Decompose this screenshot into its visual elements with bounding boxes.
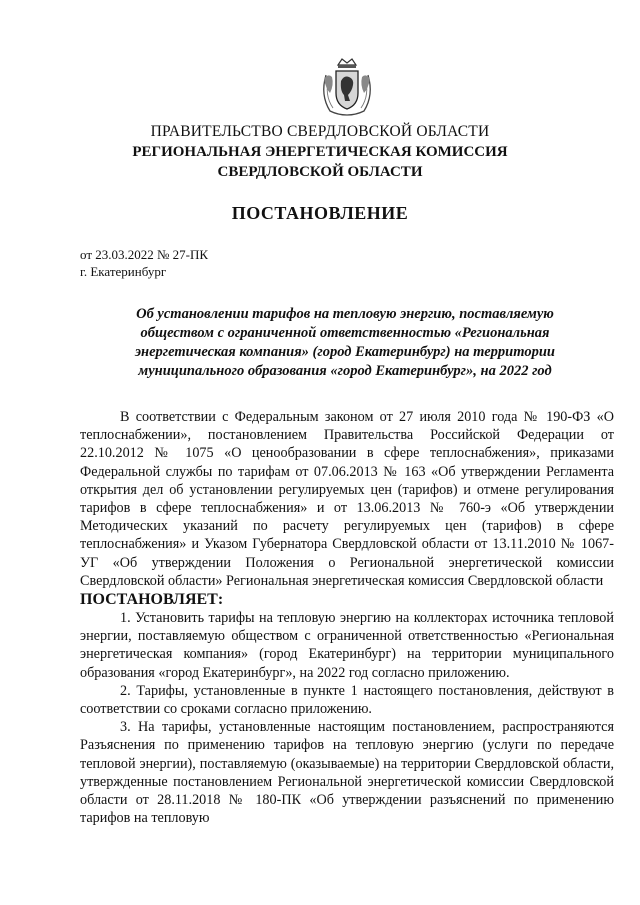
document-title: Об установлении тарифов на тепловую энергию, поставляемую обществом с ограниченной ответственностью «Региональная энергетическая компания» (город Екатеринбург) на территории муниципального образования «город Екатеринбург», на 2022 год bbox=[135, 306, 555, 379]
document-date-number: от 23.03.2022 № 27-ПК bbox=[80, 247, 209, 262]
item-2-paragraph: 2. Тарифы, установленные в пункте 1 настоящего постановления, действуют в соответствии со сроками согласно приложению. bbox=[80, 682, 614, 718]
coat-of-arms-icon bbox=[316, 55, 378, 117]
commission-name-line1: РЕГИОНАЛЬНАЯ ЭНЕРГЕТИЧЕСКАЯ КОМИССИЯ bbox=[132, 144, 508, 160]
preamble-paragraph: В соответствии с Федеральным законом от 27 июля 2010 года № 190-ФЗ «О теплоснабжении», постановлением Правительства Российской Федерации от 22.10.2012 № 1075 «О ценообразовании в сфере теплоснабжения», приказами Федеральной службы по тарифам от 07.06.2013 № 163 «Об утверждении Регламента открытия дел об установлении регулируемых цен (тарифов) и отмене регулирования тарифов в сфере теплоснабжения» и от 13.06.2013 № 760-э «Об утверждении Методических указаний по расчету регулируемых цен (тарифов) в сфере теплоснабжения» и Указом Губернатора Свердловской области от 13.11.2010 № 1067-УГ «Об утверждении Положения о Региональной энергетической комиссии Свердловской области» Региональная энергетическая комиссия Свердловской области bbox=[80, 409, 614, 589]
item-3-paragraph: 3. На тарифы, установленные настоящим постановлением, распространяются Разъяснения по применению тарифов на тепловую энергию (услуги по передаче тепловой энергии), поставляемую (оказываемые) на территории Свердловской области, утвержденные постановлением Региональной энергетической комиссии Свердловской области от 28.11.2018 № 180-ПК «Об утверждении разъяснений по применению тарифов на тепловую bbox=[80, 719, 614, 827]
government-name: ПРАВИТЕЛЬСТВО СВЕРДЛОВСКОЙ ОБЛАСТИ bbox=[150, 123, 490, 140]
resolves-heading: ПОСТАНОВЛЯЕТ: bbox=[80, 591, 224, 609]
item-1-paragraph: 1. Установить тарифы на тепловую энергию на коллекторах источника тепловой энергии, поставляемую обществом с ограниченной ответственностью «Региональная энергетическая компания» (город Екатеринбург) на территории муниципального образования «город Екатеринбург», на 2022 год согласно приложению. bbox=[80, 610, 614, 681]
document-type: ПОСТАНОВЛЕНИЕ bbox=[231, 203, 409, 223]
document-body bbox=[80, 408, 614, 827]
commission-name-line2: СВЕРДЛОВСКОЙ ОБЛАСТИ bbox=[217, 164, 423, 180]
document-city: г. Екатеринбург bbox=[80, 264, 167, 279]
